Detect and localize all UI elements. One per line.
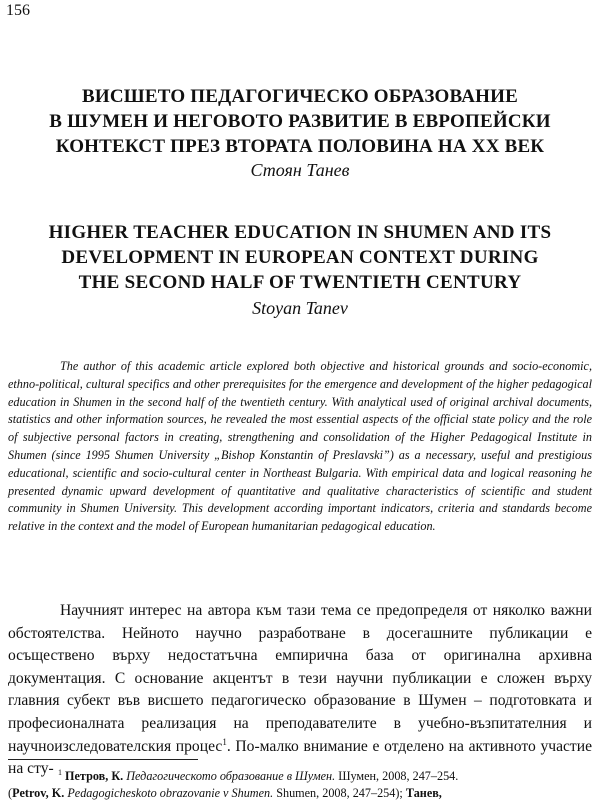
footnotes — [8, 764, 592, 802]
author-name-bulgarian: Стоян Танев — [250, 160, 350, 180]
footnote-next-author: Танев, — [405, 786, 442, 801]
article-title-bulgarian — [0, 84, 600, 159]
footnote-title: Pedagogicheskoto obrazovanie v Shumen. — [67, 786, 274, 801]
footnote-author: Петров, К. — [65, 769, 124, 784]
title-line: ВИСШЕТО ПЕДАГОГИЧЕСКО ОБРАЗОВАНИЕ — [82, 86, 518, 107]
title-line: КОНТЕКСТ ПРЕЗ ВТОРАТА ПОЛОВИНА НА ХХ ВЕК — [55, 136, 545, 157]
footnote-line — [8, 785, 592, 802]
footnote-prefix: ( — [8, 786, 13, 801]
abstract: The author of this academic article explored both objective and historical grounds and socio-economic, ethno-political, cultural specifics and other prerequisites for the emergence and development of the higher pedagogical education in Shumen in the second half of the twentieth century. With analytical used of original archival documents, statistics and other information sources, he revealed the most essential aspects of the official state policy and the role of subjective personal factors in creating, strengthening and consolidation of the Higher Pedagogical Institute in Shumen (since 1995 Shumen University „Bishop Konstantin of Preslavski”) as a necessary, useful and prestigious educational, scientific and socio-cultural center in Northeast Bulgaria. With empirical data and logical reasoning he presented dynamic upward development of quantitative and qualitative characteristics of scientific and student community in Shumen University. This development according important indicators, criteria and standards become relative in the context and the model of European humanitarian pedagogical education. — [8, 359, 592, 534]
footnote-line — [8, 764, 592, 785]
page-number: 156 — [6, 2, 30, 19]
title-line: DEVELOPMENT IN EUROPEAN CONTEXT DURING — [61, 247, 539, 268]
footnote-details: Шумен, 2008, 247–254. — [338, 769, 459, 784]
footnote-details: Shumen, 2008, 247–254); — [276, 786, 403, 801]
body-text-continuation: . По-малко внимание е отделено на активното участие на сту- — [8, 737, 593, 778]
author-name-english: Stoyan Tanev — [252, 298, 348, 318]
footnote-mark: 1 — [58, 768, 62, 777]
footnote-divider — [8, 759, 198, 760]
title-line: В ШУМЕН И НЕГОВОТО РАЗВИТИЕ В ЕВРОПЕЙСКИ — [49, 111, 551, 132]
title-line: THE SECOND HALF OF TWENTIETH CENTURY — [78, 272, 522, 293]
body-text: Научният интерес на автора към тази тема се предопределя от няколко важни обстоятелства. Нейното научно разработване в досегашните публикации е осъществено върху недостатъчна емпирична база от оригинална архивна документация. С основание акцентът в тези научни публикации е сложен върху главния субект във висшето педагогическо образование в Шумен – подготовката и професионалната реализация на преподавателите в учебно-възпитателния и научноизследователския процес — [8, 602, 592, 755]
body-paragraph — [8, 600, 593, 784]
footnote-title: Педагогическото образование в Шумен. — [126, 769, 336, 784]
footnote-reference[interactable]: 1 — [222, 736, 227, 747]
footnote-author: Petrov, K. — [12, 786, 65, 801]
article-title-english — [0, 220, 600, 295]
title-line: HIGHER TEACHER EDUCATION IN SHUMEN AND ITS — [48, 222, 552, 243]
